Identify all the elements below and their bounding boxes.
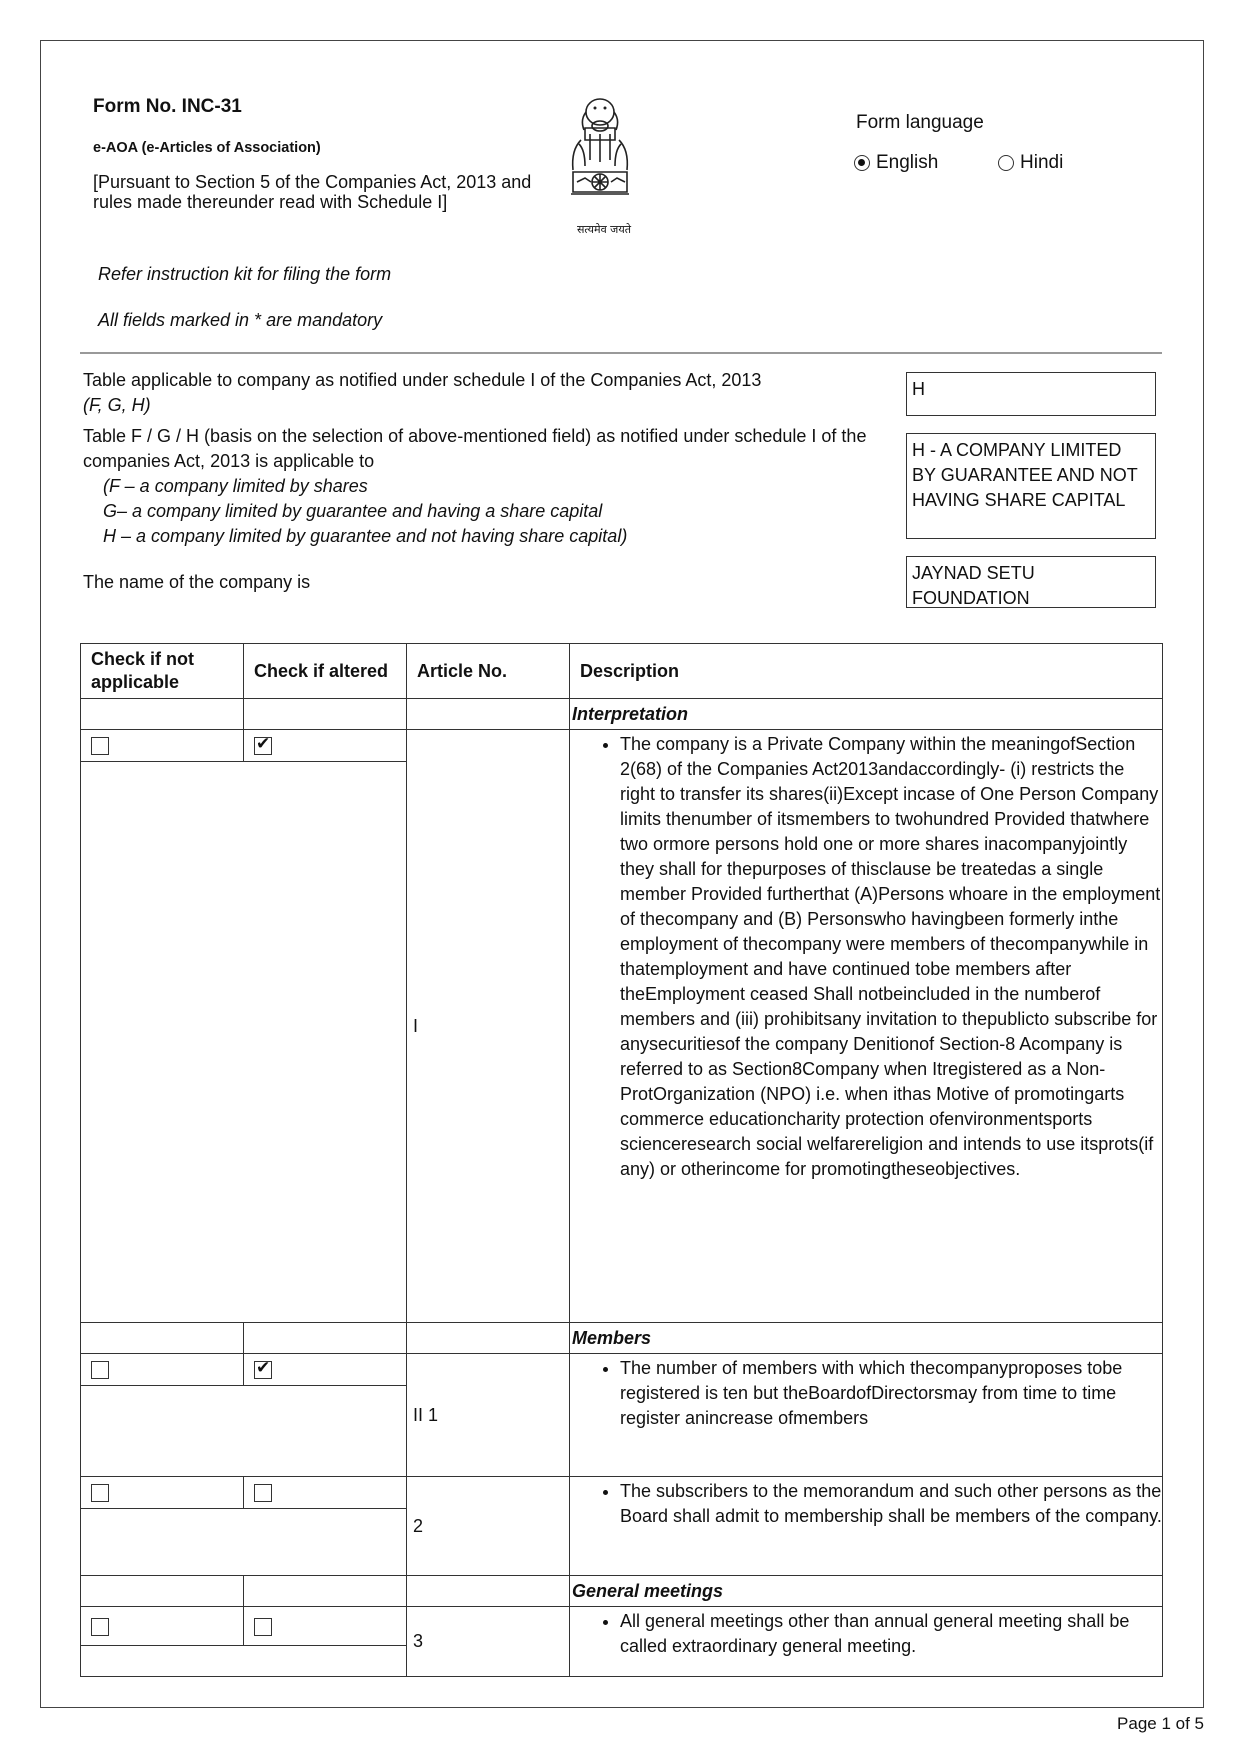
article-description: • All general meetings other than annual general meeting shall be called extraordinary general meeting. — [570, 1607, 1163, 1677]
header-article-no: Article No. — [407, 644, 570, 699]
emblem-caption: सत्यमेव जयते — [576, 223, 631, 236]
section-title: General meetings — [570, 1576, 1163, 1607]
article-no: 3 — [407, 1607, 570, 1677]
altered-checkbox[interactable] — [254, 1484, 272, 1502]
hindi-label: Hindi — [1020, 152, 1064, 173]
table-applicable-question: Table applicable to company as notified under schedule I of the Companies Act, 2013 (F, G, H) — [83, 370, 762, 415]
table-fgh-field[interactable]: H - A COMPANY LIMITED BY GUARANTEE AND NOT HAVING SHARE CAPITAL — [906, 433, 1156, 539]
not-applicable-checkbox[interactable] — [91, 737, 109, 755]
section-row-members — [81, 1323, 1163, 1354]
table-header-row — [81, 644, 1163, 699]
table-row — [81, 730, 1163, 762]
altered-checkbox[interactable] — [254, 1618, 272, 1636]
header-divider — [80, 352, 1162, 354]
table-row — [81, 1477, 1163, 1509]
section-row-interpretation — [81, 699, 1163, 730]
form-language-label: Form language — [856, 112, 984, 133]
article-no: I — [407, 730, 570, 1323]
form-subtitle: e-AOA (e-Articles of Association) — [93, 140, 321, 156]
hindi-radio[interactable] — [998, 155, 1014, 171]
not-applicable-checkbox[interactable] — [91, 1484, 109, 1502]
article-no: II 1 — [407, 1354, 570, 1477]
form-number: Form No. INC-31 — [93, 96, 242, 117]
article-no: 2 — [407, 1477, 570, 1576]
altered-checkbox[interactable] — [254, 1361, 272, 1379]
altered-checkbox[interactable] — [254, 737, 272, 755]
english-radio[interactable] — [854, 155, 870, 171]
section-row-general-meetings — [81, 1576, 1163, 1607]
articles-table — [80, 643, 1163, 1677]
english-label: English — [876, 152, 939, 173]
pursuant-text: [Pursuant to Section 5 of the Companies Act, 2013 and rules made thereunder read with Schedule I] — [93, 172, 532, 212]
company-name-field[interactable]: JAYNAD SETU FOUNDATION — [906, 556, 1156, 608]
article-description: • The number of members with which thecompanyproposes tobe registered is ten but theBoardofDirectorsmay from time to time register anincrease ofmembers — [570, 1354, 1163, 1477]
mandatory-fields-note: All fields marked in * are mandatory — [98, 310, 383, 330]
table-row — [81, 1607, 1163, 1646]
not-applicable-checkbox[interactable] — [91, 1618, 109, 1636]
header-altered: Check if altered — [244, 644, 407, 699]
table-fgh-question: Table F / G / H (basis on the selection of above-mentioned field) as notified under schedule I of the companies Act, 2013 is applicable to (F – a company limited by shares G– a company limited by guarantee and having a share capital H – a company limited by guarantee and not having share capital) — [83, 426, 867, 546]
refer-instruction-text: Refer instruction kit for filing the form — [98, 264, 392, 284]
not-applicable-checkbox[interactable] — [91, 1361, 109, 1379]
article-description: • The company is a Private Company within the meaningofSection 2(68) of the Companies Act2013andaccordingly- (i) restricts the right to transfer its shares(ii)Except incase of One Person Company limits thenumber of itsmembers to twohundred Provided thatwhere two ormore persons hold one or more shares inacompanyjointly they shall for thepurposes of thisclause be treatedas a single member Provided furtherthat (A)Persons whoare in the employment of thecompany and (B) Personswho havingbeen formerly inthe employment of thecompany were members of thecompanywhile in thatemployment and have continued tobe members after theEmployment ceased Shall notbeincluded in the numberof members and (iii) prohibitsany invitation to thepublicto subscribe for anysecuritiesof the company Denitionof Section-8 Acompany is referred to as Section8Company when Itregistered as a Non-ProtOrganization (NPO) i.e. when ithas Motive of promotingarts commerce educationcharity protection ofenvironmentsports scienceresearch social welfarereligion and intends to use itsprots(if any) or otherincome for promotingtheseobjectives. — [570, 730, 1163, 1323]
header-description: Description — [570, 644, 1163, 699]
header-not-applicable: Check if not applicable — [81, 644, 244, 699]
table-applicable-field[interactable]: H — [906, 372, 1156, 416]
company-name-label: The name of the company is — [83, 572, 311, 592]
section-title: Members — [570, 1323, 1163, 1354]
section-title: Interpretation — [570, 699, 1163, 730]
national-emblem-icon — [555, 90, 645, 240]
article-description: • The subscribers to the memorandum and such other persons as the Board shall admit to membership shall be members of the company. — [570, 1477, 1163, 1576]
page-number: Page 1 of 5 — [1117, 1714, 1204, 1733]
table-row — [81, 1354, 1163, 1386]
